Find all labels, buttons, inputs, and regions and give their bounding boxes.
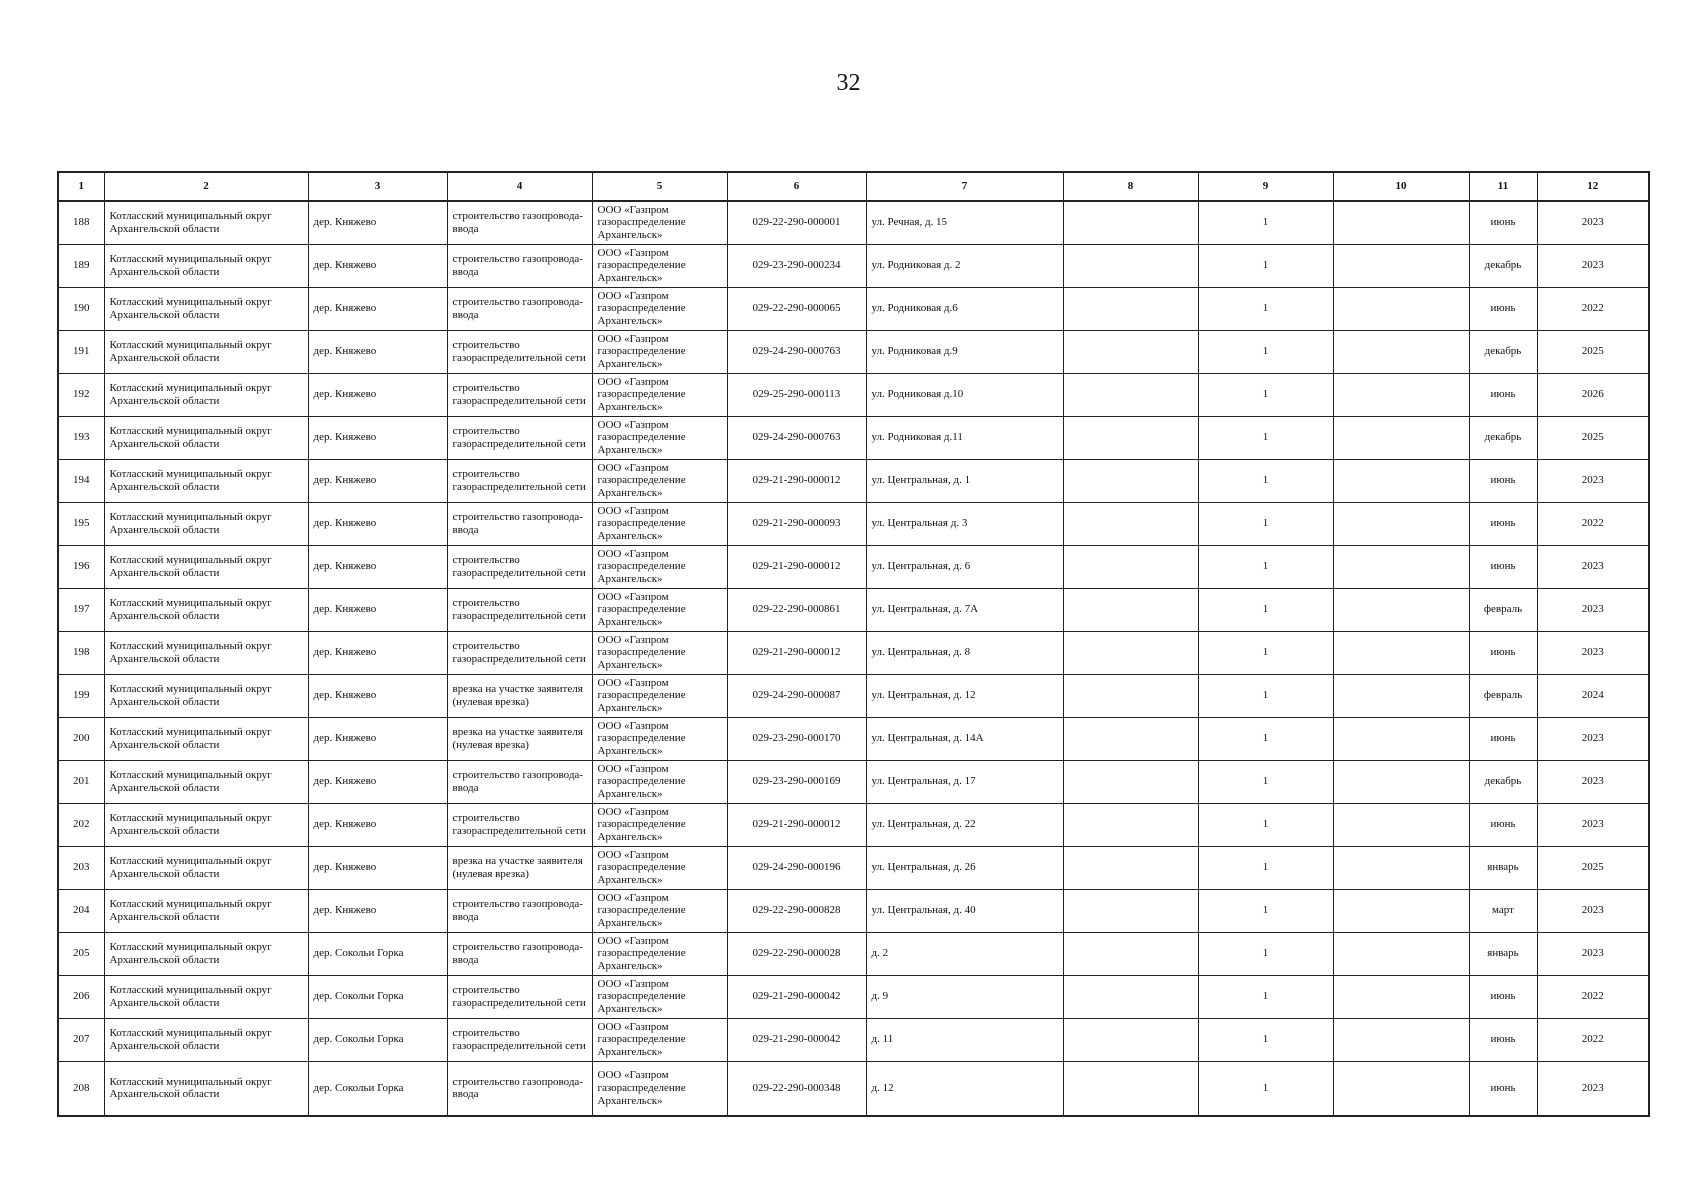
month-cell: июнь	[1469, 717, 1537, 760]
registry-code-cell: 029-23-290-000170	[727, 717, 866, 760]
column-header-2: 2	[104, 172, 308, 201]
column-8-cell	[1063, 502, 1198, 545]
organization-cell: ООО «Газпром газораспределение Архангельск»	[592, 287, 727, 330]
column-10-cell	[1333, 244, 1469, 287]
month-cell: июнь	[1469, 502, 1537, 545]
municipality-cell: Котласский муниципальный округ Архангельской области	[104, 416, 308, 459]
year-cell: 2022	[1537, 287, 1649, 330]
table-row	[58, 201, 1649, 244]
table-row	[58, 244, 1649, 287]
registry-code-cell: 029-24-290-000763	[727, 416, 866, 459]
quantity-cell: 1	[1198, 760, 1333, 803]
year-cell: 2026	[1537, 373, 1649, 416]
organization-cell: ООО «Газпром газораспределение Архангельск»	[592, 330, 727, 373]
column-10-cell	[1333, 459, 1469, 502]
month-cell: июнь	[1469, 1061, 1537, 1116]
table-row	[58, 1061, 1649, 1116]
row-number: 199	[58, 674, 104, 717]
table-header	[58, 172, 1649, 201]
row-number: 193	[58, 416, 104, 459]
month-cell: июнь	[1469, 631, 1537, 674]
registry-code-cell: 029-23-290-000169	[727, 760, 866, 803]
row-number: 206	[58, 975, 104, 1018]
registry-code-cell: 029-25-290-000113	[727, 373, 866, 416]
table-row	[58, 287, 1649, 330]
column-header-11: 11	[1469, 172, 1537, 201]
municipality-cell: Котласский муниципальный округ Архангельской области	[104, 244, 308, 287]
row-number: 204	[58, 889, 104, 932]
year-cell: 2023	[1537, 760, 1649, 803]
column-10-cell	[1333, 846, 1469, 889]
settlement-cell: дер. Сокольи Горка	[308, 932, 447, 975]
address-cell: д. 12	[866, 1061, 1063, 1116]
row-number: 190	[58, 287, 104, 330]
column-8-cell	[1063, 373, 1198, 416]
registry-code-cell: 029-22-290-000028	[727, 932, 866, 975]
registry-code-cell: 029-21-290-000012	[727, 545, 866, 588]
quantity-cell: 1	[1198, 201, 1333, 244]
table-row	[58, 932, 1649, 975]
column-8-cell	[1063, 889, 1198, 932]
month-cell: февраль	[1469, 674, 1537, 717]
work-type-cell: строительство газораспределительной сети	[447, 373, 592, 416]
organization-cell: ООО «Газпром газораспределение Архангельск»	[592, 588, 727, 631]
row-number: 201	[58, 760, 104, 803]
organization-cell: ООО «Газпром газораспределение Архангельск»	[592, 975, 727, 1018]
table-row	[58, 760, 1649, 803]
registry-code-cell: 029-22-290-000348	[727, 1061, 866, 1116]
row-number: 197	[58, 588, 104, 631]
settlement-cell: дер. Княжево	[308, 201, 447, 244]
table-row	[58, 631, 1649, 674]
column-10-cell	[1333, 760, 1469, 803]
column-10-cell	[1333, 545, 1469, 588]
column-8-cell	[1063, 674, 1198, 717]
row-number: 200	[58, 717, 104, 760]
organization-cell: ООО «Газпром газораспределение Архангельск»	[592, 760, 727, 803]
address-cell: ул. Центральная д. 3	[866, 502, 1063, 545]
month-cell: июнь	[1469, 201, 1537, 244]
work-type-cell: строительство газопровода-ввода	[447, 287, 592, 330]
organization-cell: ООО «Газпром газораспределение Архангельск»	[592, 502, 727, 545]
address-cell: д. 11	[866, 1018, 1063, 1061]
settlement-cell: дер. Княжево	[308, 373, 447, 416]
row-number: 192	[58, 373, 104, 416]
municipality-cell: Котласский муниципальный округ Архангельской области	[104, 502, 308, 545]
organization-cell: ООО «Газпром газораспределение Архангельск»	[592, 1018, 727, 1061]
quantity-cell: 1	[1198, 502, 1333, 545]
year-cell: 2022	[1537, 975, 1649, 1018]
month-cell: июнь	[1469, 803, 1537, 846]
registry-code-cell: 029-24-290-000196	[727, 846, 866, 889]
work-type-cell: строительство газораспределительной сети	[447, 459, 592, 502]
column-8-cell	[1063, 717, 1198, 760]
organization-cell: ООО «Газпром газораспределение Архангельск»	[592, 201, 727, 244]
address-cell: ул. Центральная, д. 6	[866, 545, 1063, 588]
quantity-cell: 1	[1198, 1061, 1333, 1116]
table-row	[58, 502, 1649, 545]
column-8-cell	[1063, 588, 1198, 631]
column-10-cell	[1333, 717, 1469, 760]
column-10-cell	[1333, 416, 1469, 459]
municipality-cell: Котласский муниципальный округ Архангельской области	[104, 459, 308, 502]
settlement-cell: дер. Княжево	[308, 330, 447, 373]
settlement-cell: дер. Княжево	[308, 459, 447, 502]
month-cell: январь	[1469, 932, 1537, 975]
column-10-cell	[1333, 330, 1469, 373]
column-8-cell	[1063, 416, 1198, 459]
registry-code-cell: 029-24-290-000087	[727, 674, 866, 717]
organization-cell: ООО «Газпром газораспределение Архангельск»	[592, 1061, 727, 1116]
month-cell: июнь	[1469, 459, 1537, 502]
address-cell: ул. Центральная, д. 26	[866, 846, 1063, 889]
address-cell: ул. Родниковая д. 2	[866, 244, 1063, 287]
column-10-cell	[1333, 631, 1469, 674]
year-cell: 2023	[1537, 201, 1649, 244]
address-cell: ул. Центральная, д. 40	[866, 889, 1063, 932]
organization-cell: ООО «Газпром газораспределение Архангельск»	[592, 717, 727, 760]
address-cell: ул. Центральная, д. 8	[866, 631, 1063, 674]
year-cell: 2023	[1537, 588, 1649, 631]
municipality-cell: Котласский муниципальный округ Архангельской области	[104, 932, 308, 975]
row-number: 202	[58, 803, 104, 846]
quantity-cell: 1	[1198, 287, 1333, 330]
column-10-cell	[1333, 889, 1469, 932]
column-8-cell	[1063, 846, 1198, 889]
month-cell: июнь	[1469, 373, 1537, 416]
column-header-10: 10	[1333, 172, 1469, 201]
quantity-cell: 1	[1198, 975, 1333, 1018]
municipality-cell: Котласский муниципальный округ Архангельской области	[104, 674, 308, 717]
address-cell: ул. Центральная, д. 22	[866, 803, 1063, 846]
table-row	[58, 330, 1649, 373]
quantity-cell: 1	[1198, 330, 1333, 373]
month-cell: декабрь	[1469, 330, 1537, 373]
address-cell: д. 9	[866, 975, 1063, 1018]
month-cell: март	[1469, 889, 1537, 932]
year-cell: 2024	[1537, 674, 1649, 717]
row-number: 198	[58, 631, 104, 674]
table-row	[58, 717, 1649, 760]
municipality-cell: Котласский муниципальный округ Архангельской области	[104, 373, 308, 416]
settlement-cell: дер. Княжево	[308, 287, 447, 330]
table-row	[58, 545, 1649, 588]
municipality-cell: Котласский муниципальный округ Архангельской области	[104, 201, 308, 244]
settlement-cell: дер. Княжево	[308, 545, 447, 588]
table-row	[58, 803, 1649, 846]
month-cell: февраль	[1469, 588, 1537, 631]
row-number: 195	[58, 502, 104, 545]
registry-code-cell: 029-21-290-000012	[727, 631, 866, 674]
municipality-cell: Котласский муниципальный округ Архангельской области	[104, 846, 308, 889]
column-header-5: 5	[592, 172, 727, 201]
settlement-cell: дер. Сокольи Горка	[308, 1018, 447, 1061]
year-cell: 2023	[1537, 244, 1649, 287]
settlement-cell: дер. Княжево	[308, 588, 447, 631]
settlement-cell: дер. Сокольи Горка	[308, 975, 447, 1018]
work-type-cell: строительство газопровода-ввода	[447, 201, 592, 244]
quantity-cell: 1	[1198, 932, 1333, 975]
quantity-cell: 1	[1198, 416, 1333, 459]
year-cell: 2023	[1537, 459, 1649, 502]
column-8-cell	[1063, 244, 1198, 287]
organization-cell: ООО «Газпром газораспределение Архангельск»	[592, 416, 727, 459]
month-cell: декабрь	[1469, 416, 1537, 459]
column-header-9: 9	[1198, 172, 1333, 201]
settlement-cell: дер. Княжево	[308, 631, 447, 674]
organization-cell: ООО «Газпром газораспределение Архангельск»	[592, 373, 727, 416]
settlement-cell: дер. Княжево	[308, 502, 447, 545]
settlement-cell: дер. Княжево	[308, 846, 447, 889]
address-cell: ул. Родниковая д.6	[866, 287, 1063, 330]
quantity-cell: 1	[1198, 803, 1333, 846]
column-8-cell	[1063, 760, 1198, 803]
month-cell: июнь	[1469, 287, 1537, 330]
year-cell: 2023	[1537, 803, 1649, 846]
column-8-cell	[1063, 631, 1198, 674]
work-type-cell: строительство газопровода-ввода	[447, 502, 592, 545]
column-8-cell	[1063, 545, 1198, 588]
address-cell: ул. Родниковая д.10	[866, 373, 1063, 416]
year-cell: 2023	[1537, 545, 1649, 588]
table-row	[58, 459, 1649, 502]
row-number: 196	[58, 545, 104, 588]
registry-code-cell: 029-21-290-000012	[727, 459, 866, 502]
table-row	[58, 674, 1649, 717]
registry-code-cell: 029-23-290-000234	[727, 244, 866, 287]
row-number: 205	[58, 932, 104, 975]
municipality-cell: Котласский муниципальный округ Архангельской области	[104, 889, 308, 932]
page-number: 32	[836, 70, 861, 96]
year-cell: 2022	[1537, 1018, 1649, 1061]
address-cell: ул. Центральная, д. 12	[866, 674, 1063, 717]
quantity-cell: 1	[1198, 588, 1333, 631]
municipality-cell: Котласский муниципальный округ Архангельской области	[104, 717, 308, 760]
work-type-cell: строительство газораспределительной сети	[447, 631, 592, 674]
municipality-cell: Котласский муниципальный округ Архангельской области	[104, 588, 308, 631]
column-8-cell	[1063, 459, 1198, 502]
organization-cell: ООО «Газпром газораспределение Архангельск»	[592, 631, 727, 674]
quantity-cell: 1	[1198, 717, 1333, 760]
address-cell: ул. Центральная, д. 7А	[866, 588, 1063, 631]
column-10-cell	[1333, 201, 1469, 244]
column-header-1: 1	[58, 172, 104, 201]
year-cell: 2023	[1537, 889, 1649, 932]
municipality-cell: Котласский муниципальный округ Архангельской области	[104, 1061, 308, 1116]
registry-code-cell: 029-21-290-000012	[727, 803, 866, 846]
column-8-cell	[1063, 803, 1198, 846]
work-type-cell: строительство газопровода-ввода	[447, 760, 592, 803]
row-number: 189	[58, 244, 104, 287]
address-cell: ул. Родниковая д.9	[866, 330, 1063, 373]
work-type-cell: врезка на участке заявителя (нулевая врезка)	[447, 674, 592, 717]
year-cell: 2025	[1537, 330, 1649, 373]
work-type-cell: строительство газораспределительной сети	[447, 545, 592, 588]
quantity-cell: 1	[1198, 674, 1333, 717]
column-header-12: 12	[1537, 172, 1649, 201]
organization-cell: ООО «Газпром газораспределение Архангельск»	[592, 889, 727, 932]
registry-code-cell: 029-22-290-000001	[727, 201, 866, 244]
municipality-cell: Котласский муниципальный округ Архангельской области	[104, 803, 308, 846]
municipality-cell: Котласский муниципальный округ Архангельской области	[104, 760, 308, 803]
address-cell: ул. Центральная, д. 1	[866, 459, 1063, 502]
row-number: 207	[58, 1018, 104, 1061]
work-type-cell: строительство газораспределительной сети	[447, 416, 592, 459]
column-10-cell	[1333, 1061, 1469, 1116]
month-cell: декабрь	[1469, 244, 1537, 287]
row-number: 208	[58, 1061, 104, 1116]
address-cell: ул. Родниковая д.11	[866, 416, 1063, 459]
settlement-cell: дер. Княжево	[308, 416, 447, 459]
column-10-cell	[1333, 588, 1469, 631]
work-type-cell: строительство газопровода-ввода	[447, 1061, 592, 1116]
column-10-cell	[1333, 674, 1469, 717]
quantity-cell: 1	[1198, 631, 1333, 674]
year-cell: 2022	[1537, 502, 1649, 545]
year-cell: 2023	[1537, 1061, 1649, 1116]
settlement-cell: дер. Княжево	[308, 244, 447, 287]
quantity-cell: 1	[1198, 889, 1333, 932]
registry-code-cell: 029-24-290-000763	[727, 330, 866, 373]
column-10-cell	[1333, 502, 1469, 545]
work-type-cell: строительство газораспределительной сети	[447, 803, 592, 846]
organization-cell: ООО «Газпром газораспределение Архангельск»	[592, 932, 727, 975]
work-type-cell: строительство газораспределительной сети	[447, 330, 592, 373]
month-cell: декабрь	[1469, 760, 1537, 803]
organization-cell: ООО «Газпром газораспределение Архангельск»	[592, 545, 727, 588]
row-number: 188	[58, 201, 104, 244]
table-row	[58, 975, 1649, 1018]
settlement-cell: дер. Княжево	[308, 889, 447, 932]
work-type-cell: строительство газораспределительной сети	[447, 588, 592, 631]
column-8-cell	[1063, 201, 1198, 244]
row-number: 203	[58, 846, 104, 889]
quantity-cell: 1	[1198, 846, 1333, 889]
column-8-cell	[1063, 932, 1198, 975]
organization-cell: ООО «Газпром газораспределение Архангельск»	[592, 459, 727, 502]
column-header-3: 3	[308, 172, 447, 201]
year-cell: 2023	[1537, 932, 1649, 975]
settlement-cell: дер. Княжево	[308, 803, 447, 846]
column-8-cell	[1063, 287, 1198, 330]
registry-code-cell: 029-22-290-000861	[727, 588, 866, 631]
work-type-cell: строительство газопровода-ввода	[447, 889, 592, 932]
settlement-cell: дер. Княжево	[308, 717, 447, 760]
table-row	[58, 846, 1649, 889]
quantity-cell: 1	[1198, 1018, 1333, 1061]
settlement-cell: дер. Княжево	[308, 674, 447, 717]
header-row	[58, 172, 1649, 201]
year-cell: 2025	[1537, 846, 1649, 889]
table-row	[58, 373, 1649, 416]
municipality-cell: Котласский муниципальный округ Архангельской области	[104, 975, 308, 1018]
municipality-cell: Котласский муниципальный округ Архангельской области	[104, 287, 308, 330]
organization-cell: ООО «Газпром газораспределение Архангельск»	[592, 674, 727, 717]
quantity-cell: 1	[1198, 244, 1333, 287]
municipality-cell: Котласский муниципальный округ Архангельской области	[104, 545, 308, 588]
column-header-4: 4	[447, 172, 592, 201]
column-10-cell	[1333, 373, 1469, 416]
table-row	[58, 889, 1649, 932]
month-cell: июнь	[1469, 1018, 1537, 1061]
month-cell: июнь	[1469, 545, 1537, 588]
address-cell: д. 2	[866, 932, 1063, 975]
work-type-cell: врезка на участке заявителя (нулевая врезка)	[447, 717, 592, 760]
column-10-cell	[1333, 287, 1469, 330]
address-cell: ул. Речная, д. 15	[866, 201, 1063, 244]
work-type-cell: строительство газопровода-ввода	[447, 932, 592, 975]
column-10-cell	[1333, 803, 1469, 846]
column-header-8: 8	[1063, 172, 1198, 201]
column-10-cell	[1333, 932, 1469, 975]
column-8-cell	[1063, 1061, 1198, 1116]
column-10-cell	[1333, 975, 1469, 1018]
registry-code-cell: 029-21-290-000042	[727, 975, 866, 1018]
settlement-cell: дер. Княжево	[308, 760, 447, 803]
column-10-cell	[1333, 1018, 1469, 1061]
registry-code-cell: 029-21-290-000093	[727, 502, 866, 545]
column-8-cell	[1063, 330, 1198, 373]
organization-cell: ООО «Газпром газораспределение Архангельск»	[592, 244, 727, 287]
table-body	[58, 201, 1649, 1116]
row-number: 194	[58, 459, 104, 502]
municipality-cell: Котласский муниципальный округ Архангельской области	[104, 631, 308, 674]
address-cell: ул. Центральная, д. 14А	[866, 717, 1063, 760]
table-row	[58, 1018, 1649, 1061]
address-cell: ул. Центральная, д. 17	[866, 760, 1063, 803]
registry-code-cell: 029-22-290-000828	[727, 889, 866, 932]
settlement-cell: дер. Сокольи Горка	[308, 1061, 447, 1116]
registry-code-cell: 029-21-290-000042	[727, 1018, 866, 1061]
quantity-cell: 1	[1198, 459, 1333, 502]
row-number: 191	[58, 330, 104, 373]
organization-cell: ООО «Газпром газораспределение Архангельск»	[592, 803, 727, 846]
registry-code-cell: 029-22-290-000065	[727, 287, 866, 330]
table-row	[58, 588, 1649, 631]
table-row	[58, 416, 1649, 459]
work-type-cell: строительство газораспределительной сети	[447, 975, 592, 1018]
year-cell: 2025	[1537, 416, 1649, 459]
quantity-cell: 1	[1198, 545, 1333, 588]
year-cell: 2023	[1537, 717, 1649, 760]
column-header-7: 7	[866, 172, 1063, 201]
month-cell: июнь	[1469, 975, 1537, 1018]
organization-cell: ООО «Газпром газораспределение Архангельск»	[592, 846, 727, 889]
municipality-cell: Котласский муниципальный округ Архангельской области	[104, 1018, 308, 1061]
quantity-cell: 1	[1198, 373, 1333, 416]
year-cell: 2023	[1537, 631, 1649, 674]
work-type-cell: врезка на участке заявителя (нулевая врезка)	[447, 846, 592, 889]
gas-connection-table	[57, 171, 1650, 1117]
work-type-cell: строительство газопровода-ввода	[447, 244, 592, 287]
column-header-6: 6	[727, 172, 866, 201]
municipality-cell: Котласский муниципальный округ Архангельской области	[104, 330, 308, 373]
column-8-cell	[1063, 1018, 1198, 1061]
work-type-cell: строительство газораспределительной сети	[447, 1018, 592, 1061]
column-8-cell	[1063, 975, 1198, 1018]
month-cell: январь	[1469, 846, 1537, 889]
